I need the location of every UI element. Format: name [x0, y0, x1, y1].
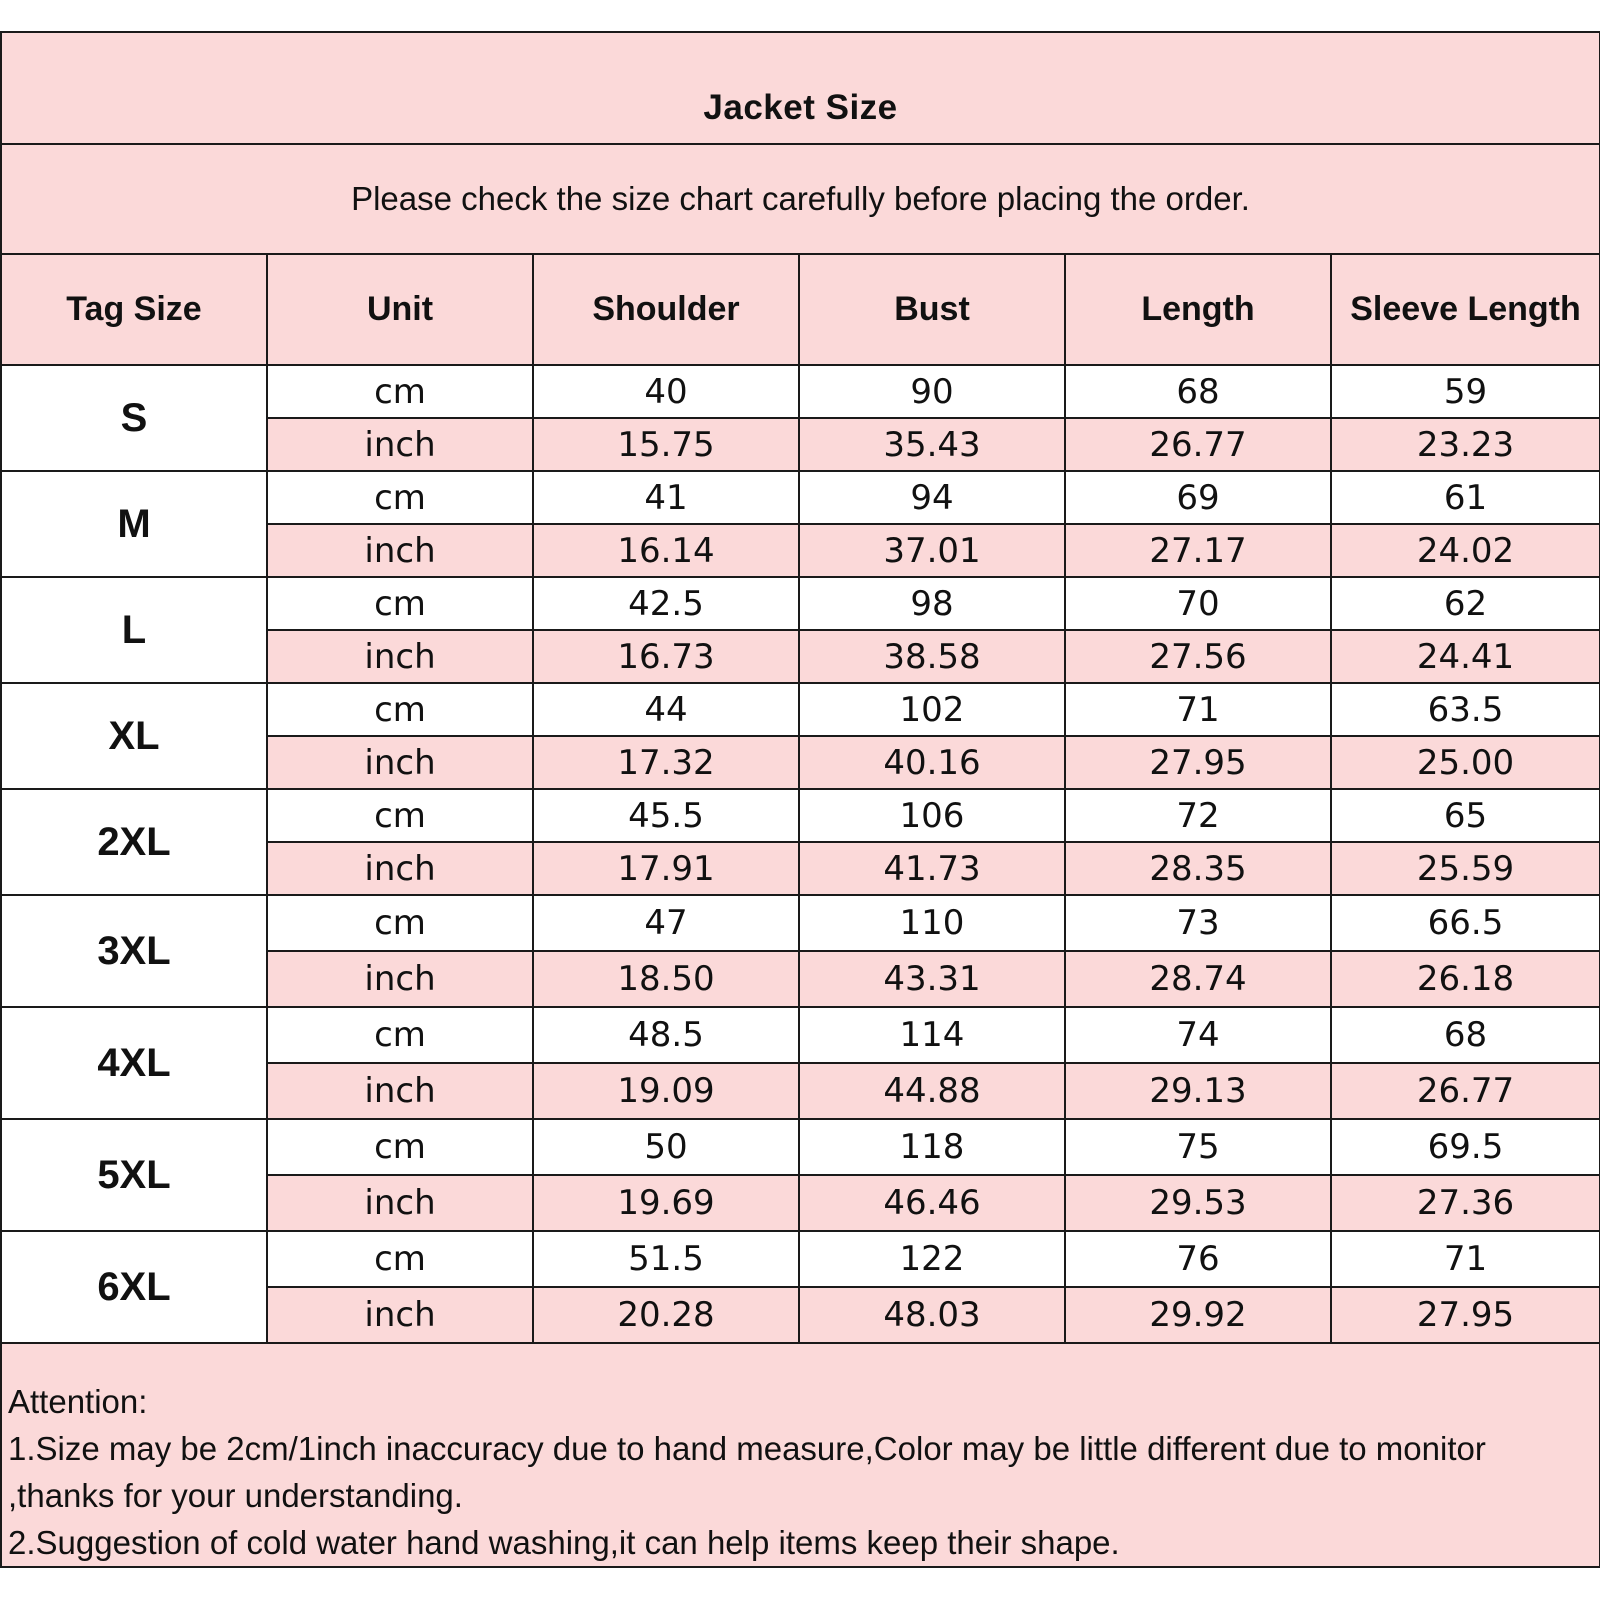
- unit-cell: cm: [267, 789, 533, 842]
- value-cell: 69: [1065, 471, 1331, 524]
- value-cell: 102: [799, 683, 1065, 736]
- value-cell: 28.35: [1065, 842, 1331, 895]
- value-cell: 29.53: [1065, 1175, 1331, 1231]
- value-cell: 25.59: [1331, 842, 1600, 895]
- value-cell: 41.73: [799, 842, 1065, 895]
- value-cell: 42.5: [533, 577, 799, 630]
- value-cell: 59: [1331, 365, 1600, 418]
- value-cell: 73: [1065, 895, 1331, 951]
- value-cell: 98: [799, 577, 1065, 630]
- attention-notes: [1, 1343, 1600, 1567]
- table-row: [1, 1231, 1600, 1287]
- header-length: Length: [1065, 254, 1331, 365]
- value-cell: 75: [1065, 1119, 1331, 1175]
- value-cell: 29.92: [1065, 1287, 1331, 1343]
- value-cell: 63.5: [1331, 683, 1600, 736]
- unit-cell: inch: [267, 842, 533, 895]
- value-cell: 45.5: [533, 789, 799, 842]
- value-cell: 72: [1065, 789, 1331, 842]
- value-cell: 61: [1331, 471, 1600, 524]
- tag-size-cell: S: [1, 365, 267, 471]
- value-cell: 40.16: [799, 736, 1065, 789]
- attention-note-1: 1.Size may be 2cm/1inch inaccuracy due to hand measure,Color may be little different due to monitor ,thanks for your understanding.: [8, 1430, 1496, 1514]
- tag-size-cell: XL: [1, 683, 267, 789]
- tag-size-cell: M: [1, 471, 267, 577]
- value-cell: 18.50: [533, 951, 799, 1007]
- value-cell: 46.46: [799, 1175, 1065, 1231]
- value-cell: 76: [1065, 1231, 1331, 1287]
- table-row: [1, 577, 1600, 630]
- unit-cell: cm: [267, 1231, 533, 1287]
- table-row: [1, 1119, 1600, 1175]
- value-cell: 66.5: [1331, 895, 1600, 951]
- value-cell: 26.77: [1331, 1063, 1600, 1119]
- unit-cell: cm: [267, 577, 533, 630]
- value-cell: 25.00: [1331, 736, 1600, 789]
- value-cell: 62: [1331, 577, 1600, 630]
- unit-cell: cm: [267, 683, 533, 736]
- value-cell: 16.14: [533, 524, 799, 577]
- value-cell: 28.74: [1065, 951, 1331, 1007]
- value-cell: 24.41: [1331, 630, 1600, 683]
- tag-size-cell: L: [1, 577, 267, 683]
- value-cell: 38.58: [799, 630, 1065, 683]
- value-cell: 17.91: [533, 842, 799, 895]
- unit-cell: inch: [267, 418, 533, 471]
- table-row: [1, 471, 1600, 524]
- value-cell: 48.03: [799, 1287, 1065, 1343]
- unit-cell: cm: [267, 365, 533, 418]
- unit-cell: inch: [267, 736, 533, 789]
- value-cell: 23.23: [1331, 418, 1600, 471]
- unit-cell: cm: [267, 471, 533, 524]
- unit-cell: inch: [267, 951, 533, 1007]
- value-cell: 118: [799, 1119, 1065, 1175]
- value-cell: 41: [533, 471, 799, 524]
- value-cell: 47: [533, 895, 799, 951]
- value-cell: 70: [1065, 577, 1331, 630]
- tag-size-cell: 2XL: [1, 789, 267, 895]
- value-cell: 122: [799, 1231, 1065, 1287]
- chart-subtitle: Please check the size chart carefully before placing the order.: [1, 144, 1600, 254]
- value-cell: 106: [799, 789, 1065, 842]
- header-unit: Unit: [267, 254, 533, 365]
- value-cell: 65: [1331, 789, 1600, 842]
- value-cell: 20.28: [533, 1287, 799, 1343]
- unit-cell: inch: [267, 630, 533, 683]
- value-cell: 26.18: [1331, 951, 1600, 1007]
- unit-cell: inch: [267, 1287, 533, 1343]
- unit-cell: inch: [267, 1063, 533, 1119]
- chart-title-text: Jacket Size: [703, 88, 898, 127]
- header-sleeve-length: Sleeve Length: [1331, 254, 1600, 365]
- value-cell: 69.5: [1331, 1119, 1600, 1175]
- value-cell: 71: [1331, 1231, 1600, 1287]
- size-chart-table: [0, 31, 1600, 1568]
- unit-cell: cm: [267, 1007, 533, 1063]
- value-cell: 44.88: [799, 1063, 1065, 1119]
- value-cell: 19.09: [533, 1063, 799, 1119]
- value-cell: 17.32: [533, 736, 799, 789]
- unit-cell: cm: [267, 895, 533, 951]
- header-tag-size: Tag Size: [1, 254, 267, 365]
- tag-size-cell: 5XL: [1, 1119, 267, 1231]
- value-cell: 90: [799, 365, 1065, 418]
- value-cell: 16.73: [533, 630, 799, 683]
- value-cell: 27.95: [1065, 736, 1331, 789]
- value-cell: 94: [799, 471, 1065, 524]
- value-cell: 27.56: [1065, 630, 1331, 683]
- attention-note-2: 2.Suggestion of cold water hand washing,it can help items keep their shape.: [8, 1524, 1120, 1561]
- value-cell: 51.5: [533, 1231, 799, 1287]
- value-cell: 43.31: [799, 951, 1065, 1007]
- value-cell: 68: [1331, 1007, 1600, 1063]
- value-cell: 27.17: [1065, 524, 1331, 577]
- header-bust: Bust: [799, 254, 1065, 365]
- value-cell: 110: [799, 895, 1065, 951]
- unit-cell: inch: [267, 1175, 533, 1231]
- value-cell: 29.13: [1065, 1063, 1331, 1119]
- tag-size-cell: 6XL: [1, 1231, 267, 1343]
- value-cell: 68: [1065, 365, 1331, 418]
- header-shoulder: Shoulder: [533, 254, 799, 365]
- value-cell: 48.5: [533, 1007, 799, 1063]
- value-cell: 24.02: [1331, 524, 1600, 577]
- unit-cell: inch: [267, 524, 533, 577]
- value-cell: 35.43: [799, 418, 1065, 471]
- value-cell: 37.01: [799, 524, 1065, 577]
- table-row: [1, 365, 1600, 418]
- unit-cell: cm: [267, 1119, 533, 1175]
- value-cell: 71: [1065, 683, 1331, 736]
- tag-size-cell: 4XL: [1, 1007, 267, 1119]
- table-row: [1, 683, 1600, 736]
- value-cell: 27.95: [1331, 1287, 1600, 1343]
- attention-heading: Attention:: [8, 1383, 148, 1420]
- value-cell: 26.77: [1065, 418, 1331, 471]
- value-cell: 27.36: [1331, 1175, 1600, 1231]
- table-row: [1, 1007, 1600, 1063]
- table-row: [1, 789, 1600, 842]
- tag-size-cell: 3XL: [1, 895, 267, 1007]
- value-cell: 50: [533, 1119, 799, 1175]
- value-cell: 40: [533, 365, 799, 418]
- value-cell: 19.69: [533, 1175, 799, 1231]
- chart-title: [1, 32, 1600, 144]
- value-cell: 44: [533, 683, 799, 736]
- value-cell: 114: [799, 1007, 1065, 1063]
- table-row: [1, 895, 1600, 951]
- value-cell: 15.75: [533, 418, 799, 471]
- value-cell: 74: [1065, 1007, 1331, 1063]
